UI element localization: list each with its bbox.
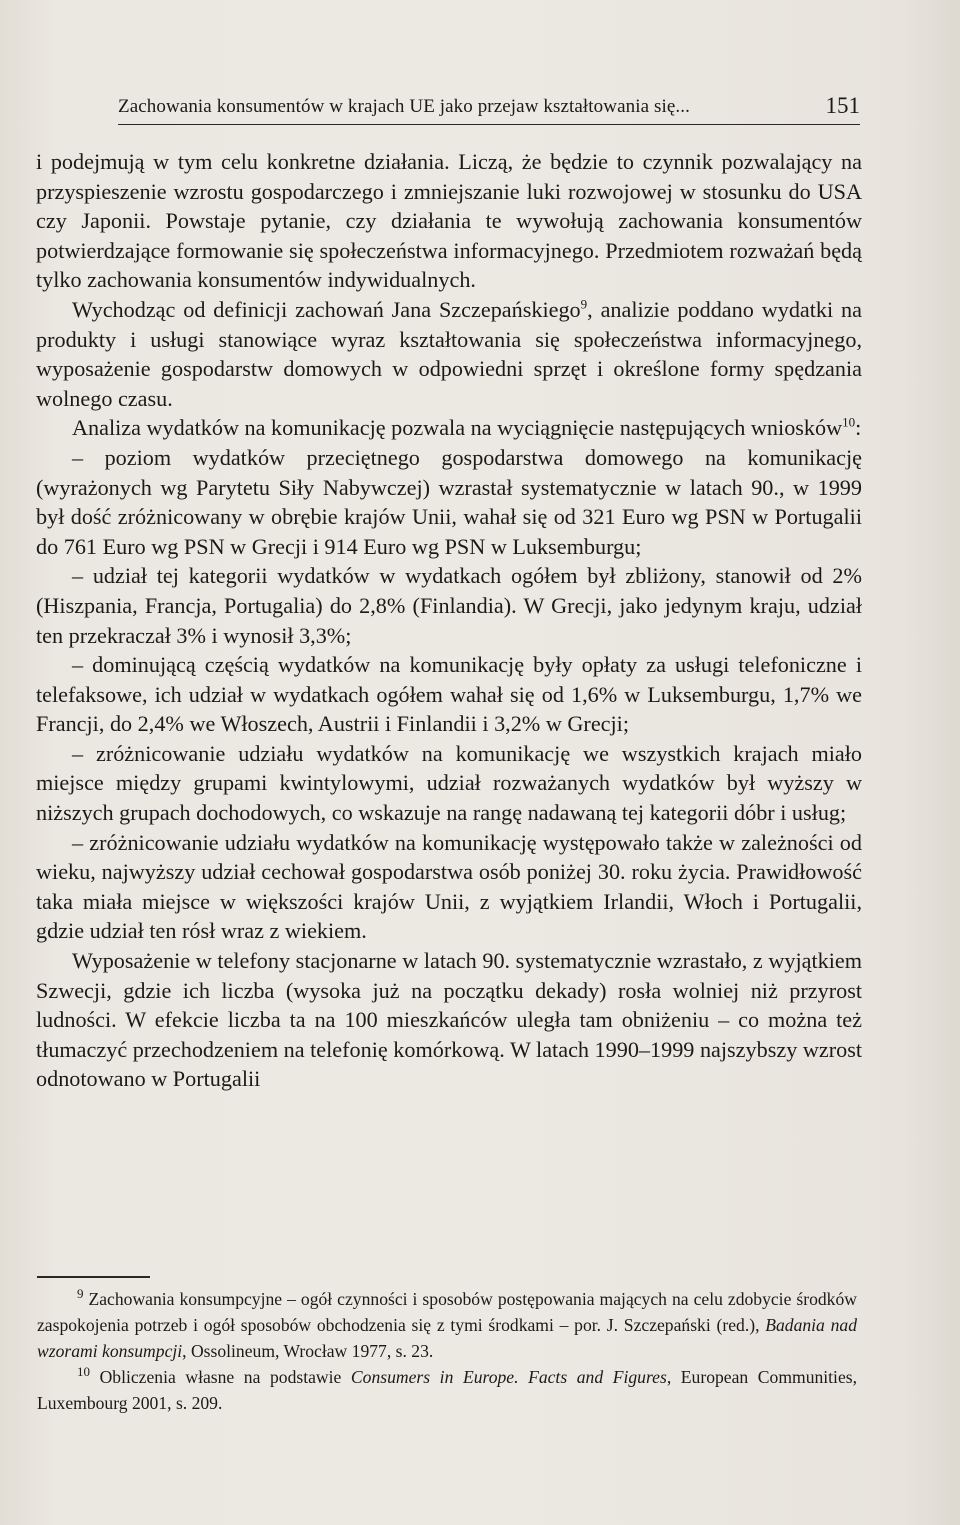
footnote-divider bbox=[37, 1276, 150, 1278]
footnote-text: , European Communities, Luxembourg 2001, s. 209. bbox=[37, 1367, 858, 1413]
list-item: – zróżnicowanie udziału wydatków na komunikację występowało także w zależności od wieku, najwyższy udział cechował gospodarstwa osób poniżej 30. roku życia. Prawidłowość taka miała miejsce w większości krajów Unii, z wyjątkiem Irlandii, Włoch i Portugalii, gdzie udział ten rósł wraz z wiekiem. bbox=[36, 829, 862, 944]
paragraph-text: , analizie poddano wydatki na produkty i usługi stanowiące wyraz kształtowania się społeczeństwa informacyjnego, wyposażenie gospodarstw domowych w odpowiedni sprzęt i określone formy spędzania wolnego czasu. bbox=[36, 296, 862, 411]
footnote-9 bbox=[37, 1286, 857, 1364]
footnote-title: Badania nad wzorami konsumpcji bbox=[37, 1315, 857, 1361]
footnote-text: , Ossolineum, Wrocław 1977, s. 23. bbox=[182, 1341, 434, 1361]
footnote-ref-9: 9 bbox=[580, 296, 588, 312]
running-head: Zachowania konsumentów w krajach UE jako przejaw kształtowania się... bbox=[118, 96, 690, 117]
main-text bbox=[36, 147, 862, 1094]
footnote-text: Obliczenia własne na podstawie bbox=[90, 1367, 351, 1387]
paragraph-analysis bbox=[36, 413, 862, 443]
list-item: – poziom wydatków przeciętnego gospodarstwa domowego na komunikację (wyrażonych wg Parytetu Siły Nabywczej) wzrastał systematycznie w latach 90., w 1999 był dość zróżnicowany w obrębie krajów Unii, wahał się od 321 Euro wg PSN w Portugalii do 761 Euro wg PSN w Grecji i 914 Euro wg PSN w Luksemburgu; bbox=[36, 444, 862, 559]
list-item: – dominującą częścią wydatków na komunikację były opłaty za usługi telefoniczne i telefaksowe, ich udział w wydatkach ogółem wahał się od 1,6% w Luksemburgu, 1,7% we Francji, do 2,4% we Włoszech, Austrii i Finlandii i 3,2% w Grecji; bbox=[36, 652, 862, 737]
list-item: – udział tej kategorii wydatków w wydatkach ogółem był zbliżony, stanowił od 2% (Hiszpania, Francja, Portugalia) do 2,8% (Finlandia). W Grecji, jako jedynym kraju, udział ten przekraczał 3% i wynosił 3,3%; bbox=[36, 563, 862, 648]
paragraph-continued: i podejmują w tym celu konkretne działania. Liczą, że będzie to czynnik pozwalający na przyspieszenie wzrostu gospodarczego i zmniejszanie luki rozwojowej w stosunku do USA czy Japonii. Powstaje pytanie, czy działania te wywołują zachowania konsumentów potwierdzające formowanie się społeczeństwa informacyjnego. Przedmiotem rozważań będą tylko zachowania konsumentów indywidualnych. bbox=[36, 149, 862, 293]
footnote-text: Zachowania konsumpcyjne – ogół czynności i sposobów postępowania mających na celu zdobycie środków zaspokojenia potrzeb i ogół sposobów obchodzenia się z tymi środkami – por. J. Szczepański (red.), bbox=[37, 1289, 857, 1335]
footnote-ref-10: 10 bbox=[842, 414, 856, 430]
paragraph-text: Wychodząc od definicji zachowań Jana Szczepańskiego bbox=[72, 296, 581, 322]
page-number: 151 bbox=[825, 93, 860, 118]
paragraph-text: : bbox=[855, 415, 862, 441]
footnote-10 bbox=[37, 1364, 857, 1416]
footnote-number: 10 bbox=[77, 1364, 90, 1380]
paragraph-telephones: Wyposażenie w telefony stacjonarne w latach 90. systematycznie wzrastało, z wyjątkiem Szwecji, gdzie ich liczba (wysoka już na początku dekady) rosła wolniej niż przyrost ludności. W efekcie liczba ta na 100 mieszkańców uległa tam obniżeniu – co można też tłumaczyć przechodzeniem na telefonię komórkową. W latach 1990–1999 najszybszy wzrost odnotowano w Portugalii bbox=[36, 948, 862, 1092]
paragraph-text: Analiza wydatków na komunikację pozwala na wyciągnięcie następujących wniosków bbox=[72, 415, 843, 441]
list-item: – zróżnicowanie udziału wydatków na komunikację we wszystkich krajach miało miejsce między grupami kwintylowymi, udział rozważanych wydatków był wyższy w niższych grupach dochodowych, co wskazuje na rangę nadawaną tej kategorii dóbr i usług; bbox=[36, 740, 862, 826]
footnote-title: Consumers in Europe. Facts and Figures bbox=[350, 1367, 667, 1387]
page-header bbox=[118, 93, 860, 125]
footnotes bbox=[37, 1286, 857, 1416]
footnote-number: 9 bbox=[77, 1286, 84, 1302]
paragraph-definition bbox=[36, 295, 862, 413]
